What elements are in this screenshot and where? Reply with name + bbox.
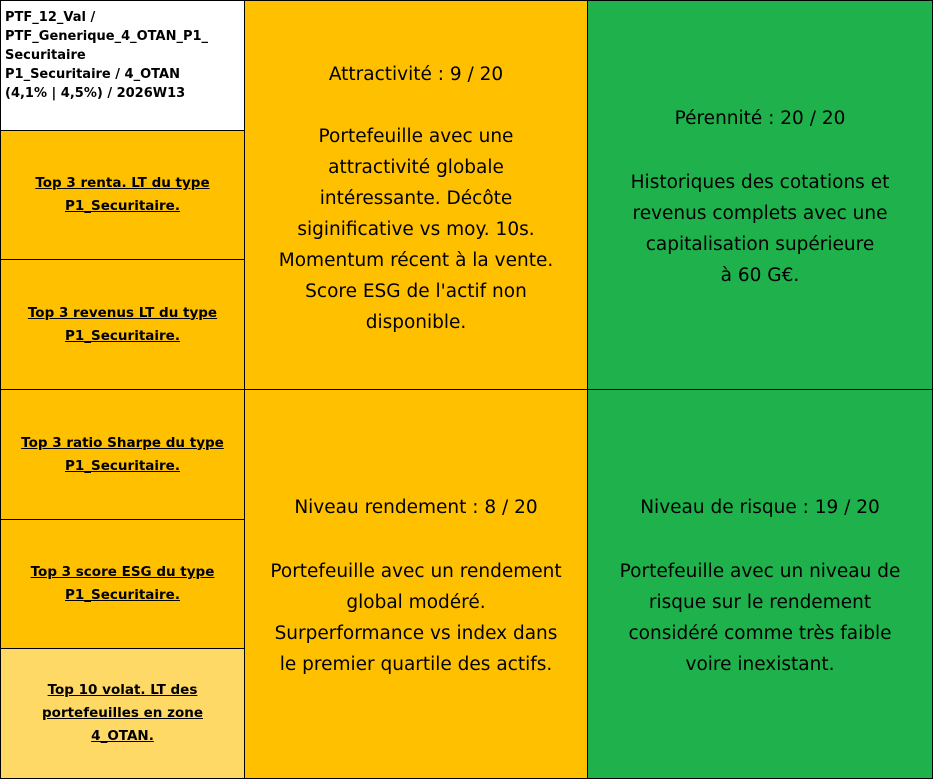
perennite-title: Pérennité : 20 / 20: [674, 108, 846, 129]
top3-esg-link[interactable]: Top 3 score ESG du type P1_Securitaire.: [30, 564, 215, 603]
top3-esg-link-cell[interactable]: [0, 519, 245, 649]
risque-description: Portefeuille avec un niveau de risque sur le rendement considéré comme très faible voire inexistant.: [619, 561, 901, 675]
attractivite-description: Portefeuille avec une attractivité globale intéressante. Décôte siginificative vs moy. 10s. Momentum récent à la vente. Score ESG de l'actif non disponible.: [278, 126, 554, 333]
top3-sharpe-link[interactable]: Top 3 ratio Sharpe du type P1_Securitaire.: [21, 434, 224, 474]
top3-revenus-link[interactable]: Top 3 revenus LT du type P1_Securitaire.: [27, 304, 218, 344]
top3-renta-link-cell[interactable]: [0, 130, 245, 260]
info-line: P1_Securitaire / 4_OTAN: [5, 67, 180, 82]
attractivite-panel: [244, 0, 588, 390]
info-line: Securitaire: [5, 48, 86, 63]
top3-sharpe-link-cell[interactable]: [0, 389, 245, 520]
top3-revenus-link-cell[interactable]: [0, 259, 245, 390]
risque-panel: [587, 389, 933, 779]
info-line: PTF_12_Val /: [5, 10, 96, 25]
risque-title: Niveau de risque : 19 / 20: [640, 497, 880, 518]
top10-volat-link-cell[interactable]: [0, 648, 245, 779]
rendement-title: Niveau rendement : 8 / 20: [294, 497, 538, 518]
info-line: (4,1% | 4,5%) / 2026W13: [5, 86, 186, 101]
rendement-panel: [244, 389, 588, 779]
info-line: PTF_Generique_4_OTAN_P1_: [5, 29, 209, 44]
attractivite-title: Attractivité : 9 / 20: [328, 64, 504, 85]
top3-renta-link[interactable]: Top 3 renta. LT du type P1_Securitaire.: [35, 175, 210, 214]
rendement-description: Portefeuille avec un rendement global modéré. Surperformance vs index dans le premier quartile des actifs.: [270, 561, 562, 675]
top10-volat-link[interactable]: Top 10 volat. LT des portefeuilles en zone 4_OTAN.: [42, 682, 203, 744]
perennite-description: Historiques des cotations et revenus complets avec une capitalisation supérieure à 60 G€.: [630, 172, 890, 286]
portfolio-info: [0, 0, 245, 131]
perennite-panel: [587, 0, 933, 390]
